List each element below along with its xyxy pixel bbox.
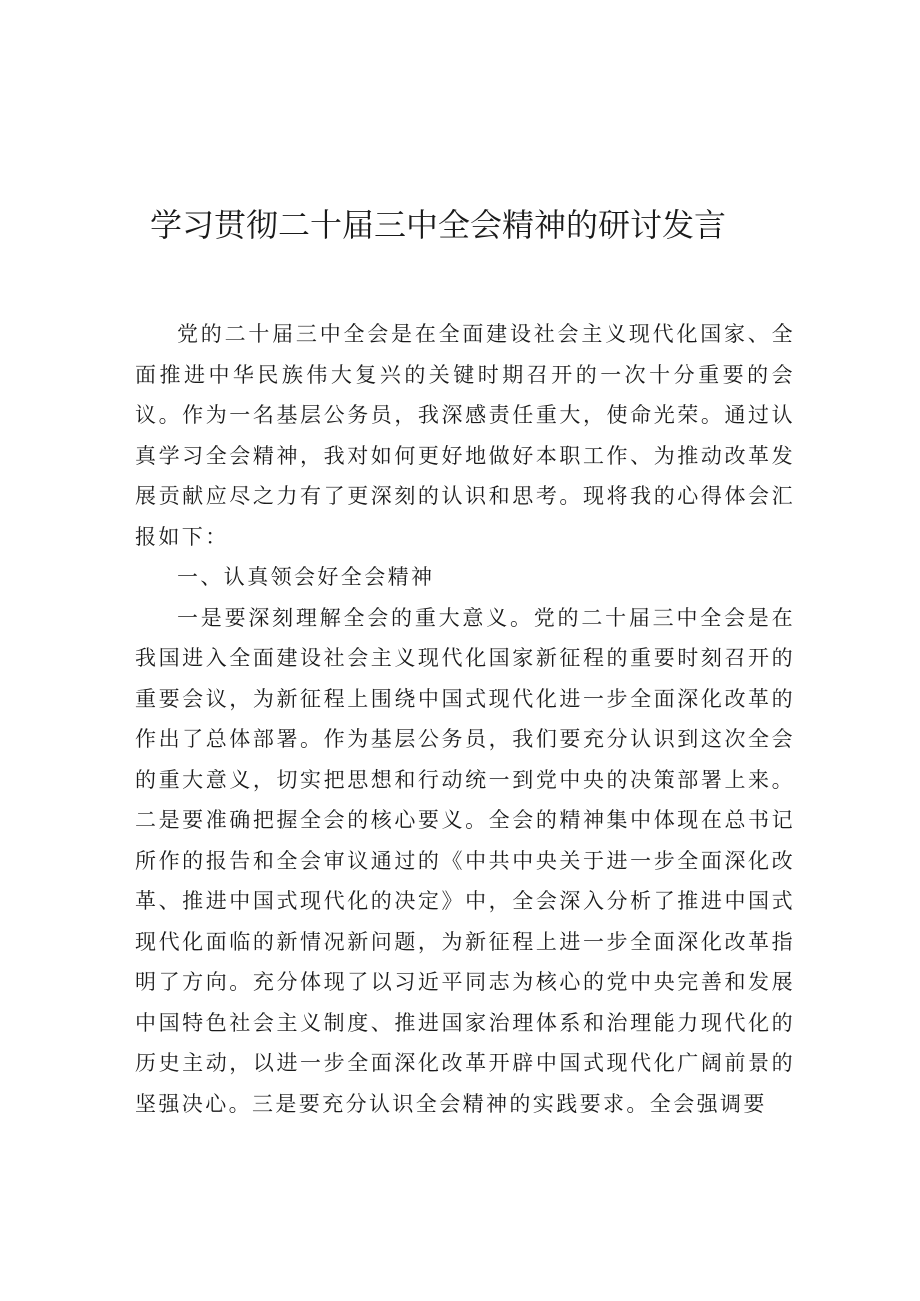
document-title: 学习贯彻二十届三中全会精神的研讨发言 xyxy=(150,206,727,244)
document-body xyxy=(135,314,795,1124)
intro-paragraph: 党的二十届三中全会是在全面建设社会主义现代化国家、全面推进中华民族伟大复兴的关键时期召开的一次十分重要的会议。作为一名基层公务员，我深感责任重大，使命光荣。通过认真学习全会精神，我对如何更好地做好本职工作、为推动改革发展贡献应尽之力有了更深刻的认识和思考。现将我的心得体会汇报如下： xyxy=(135,322,795,549)
section-heading: 一、认真领会好全会精神 xyxy=(177,565,435,589)
body-paragraph: 一是要深刻理解全会的重大意义。党的二十届三中全会是在我国进入全面建设社会主义现代化国家新征程的重要时刻召开的重要会议，为新征程上围绕中国式现代化进一步全面深化改革的作出了总体部署。作为基层公务员，我们要充分认识到这次全会的重大意义，切实把思想和行动统一到党中央的决策部署上来。二是要准确把握全会的核心要义。全会的精神集中体现在总书记所作的报告和全会审议通过的《中共中央关于进一步全面深化改革、推进中国式现代化的决定》中，全会深入分析了推进中国式现代化面临的新情况新问题，为新征程上进一步全面深化改革指明了方向。充分体现了以习近平同志为核心的党中央完善和发展中国特色社会主义制度、推进国家治理体系和治理能力现代化的历史主动，以进一步全面深化改革开辟中国式现代化广阔前景的坚强决心。三是要充分认识全会精神的实践要求。全会强调要 xyxy=(135,605,795,1116)
